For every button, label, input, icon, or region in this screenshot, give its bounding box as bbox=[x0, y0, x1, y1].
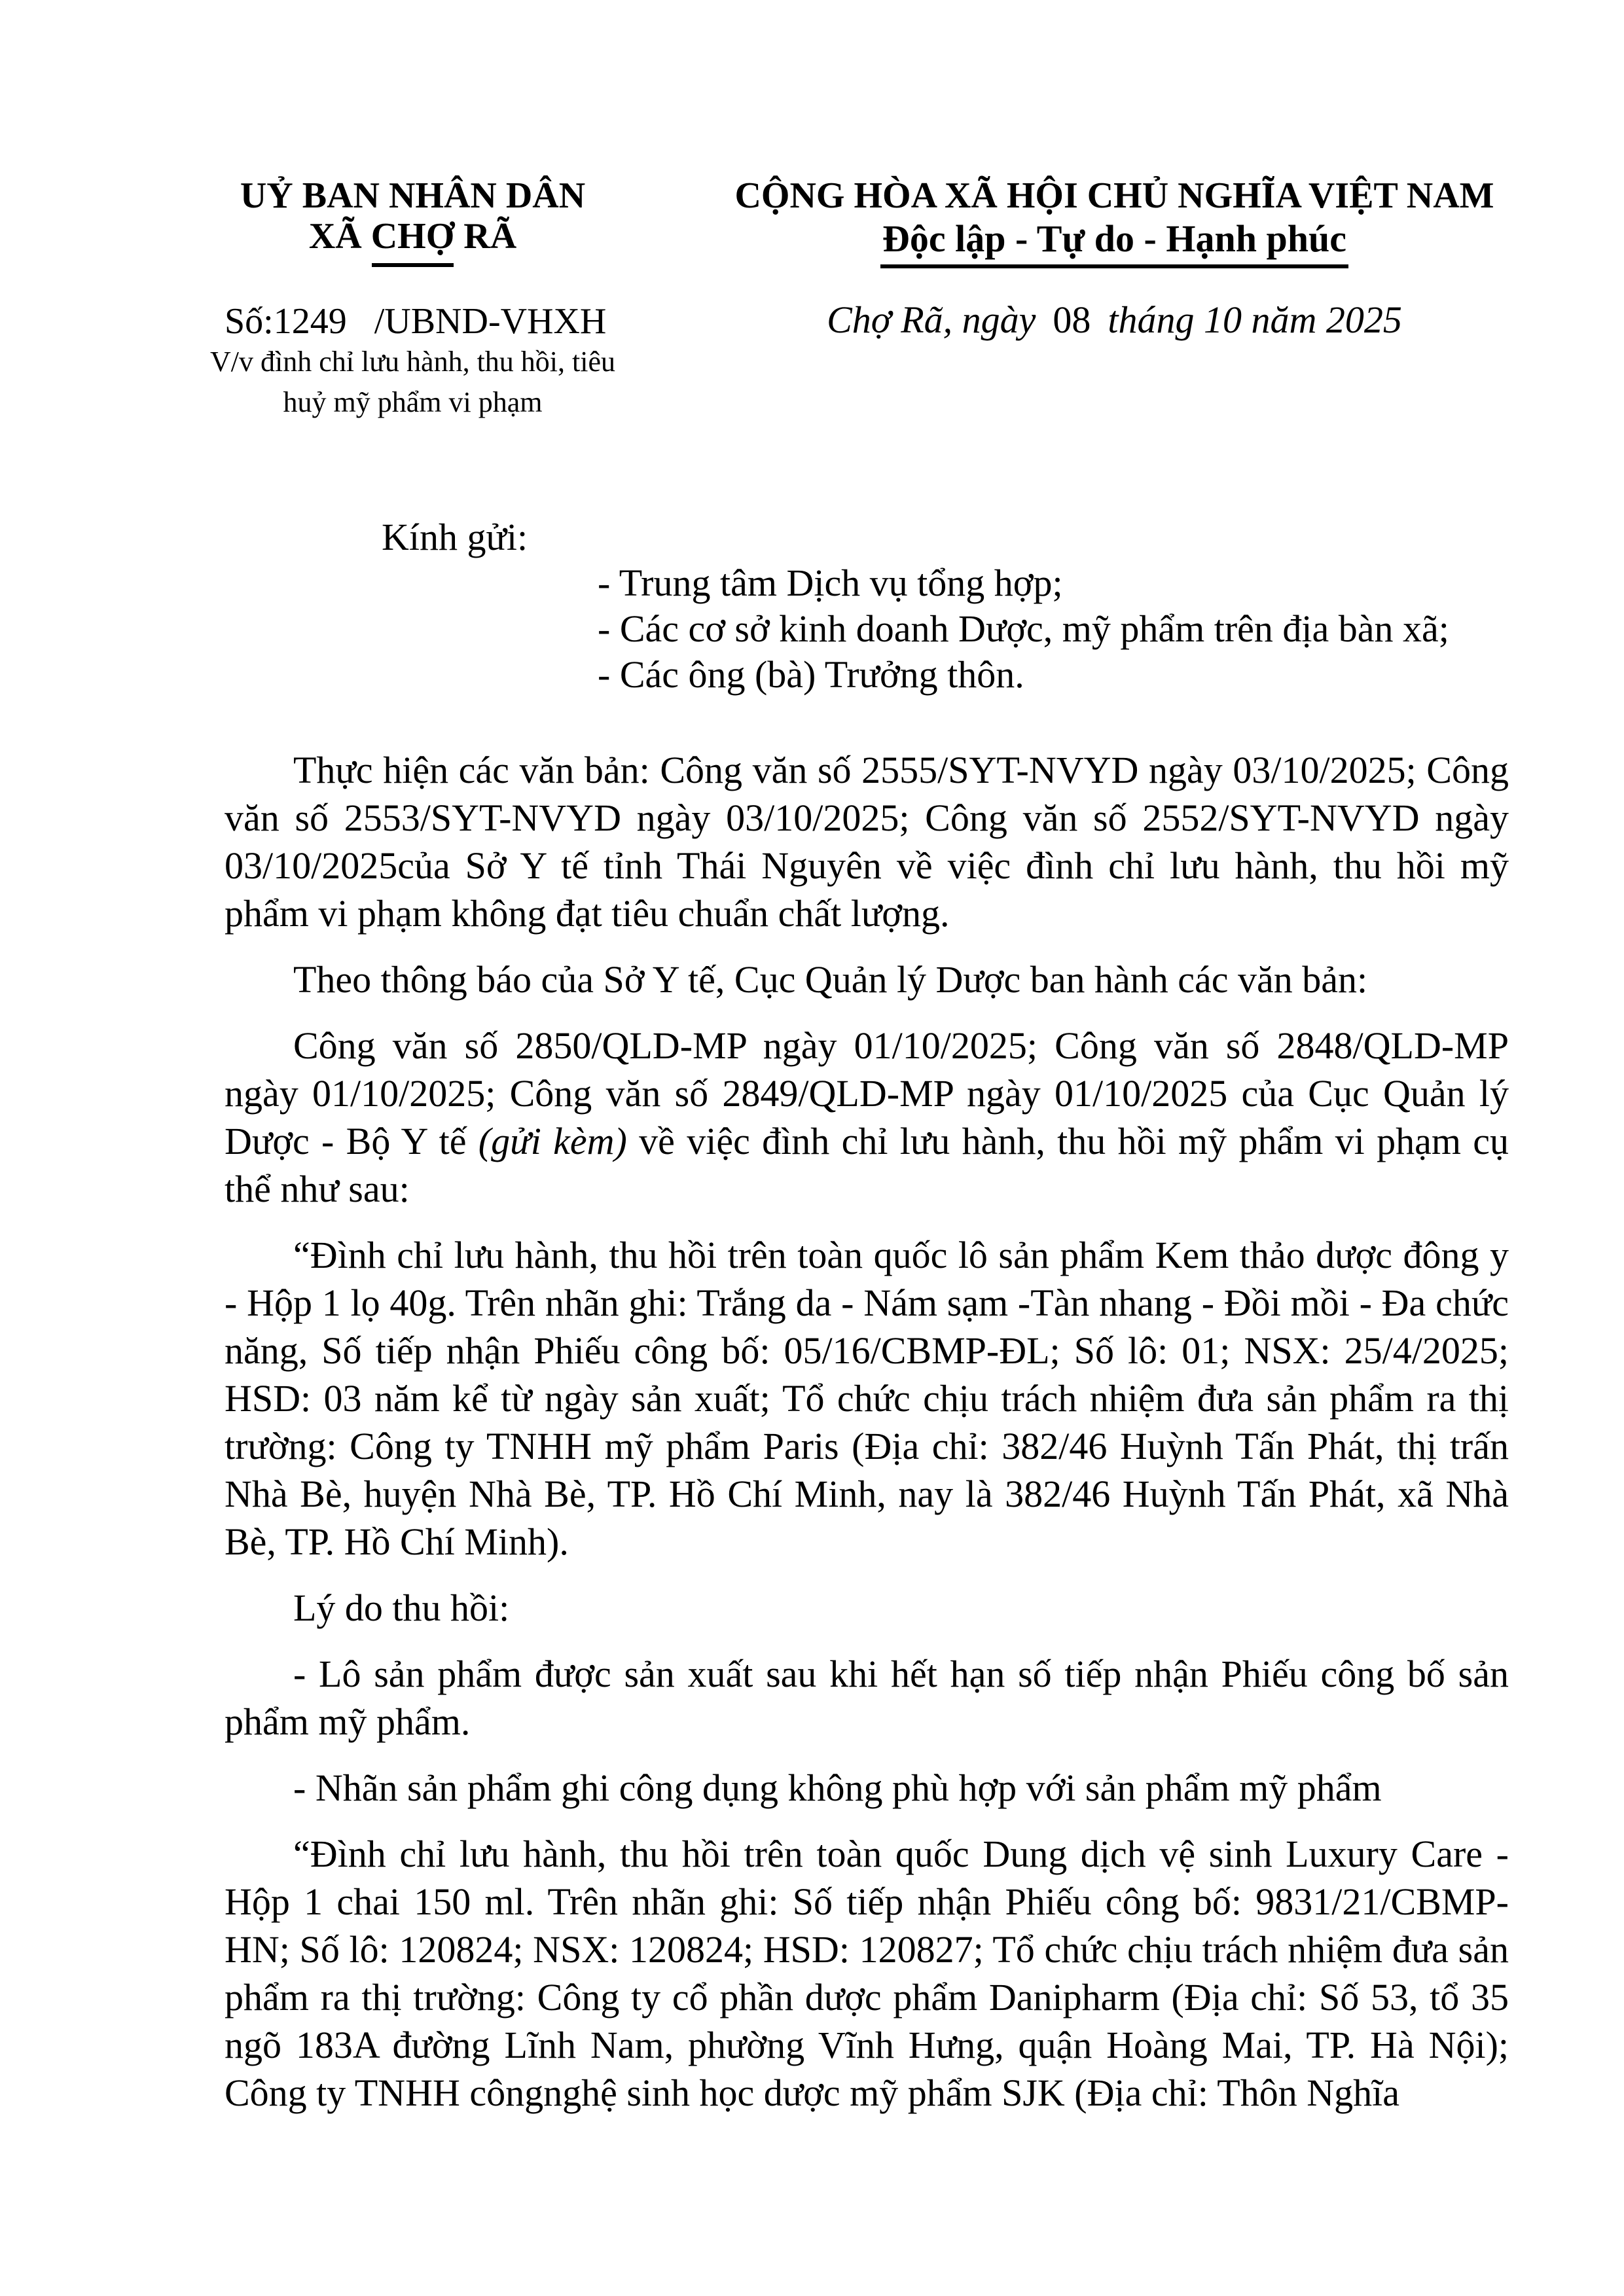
paragraph-qld-attachment-note: (gửi kèm) bbox=[478, 1120, 627, 1162]
dateline-suffix: tháng 10 năm 2025 bbox=[1108, 298, 1402, 341]
document-content bbox=[209, 175, 1509, 2135]
paragraph-qld-documents bbox=[225, 1022, 1509, 1213]
recipient-list bbox=[598, 560, 1509, 698]
paragraph-qld-before: Công văn số 2850/QLD-MP ngày 01/10/2025; Công văn số 2848/QLD-MP ngày 01/10/2025; Công văn số 2849/QLD-MP ngày 01/10/2025 của Cục Quản lý Dược - Bộ Y tế bbox=[225, 1024, 1509, 1162]
document-header bbox=[209, 175, 1509, 423]
document-body bbox=[225, 746, 1509, 2117]
issuing-org-name: UỶ BAN NHÂN DÂN bbox=[240, 175, 586, 216]
paragraph-product-kem-thao-duoc: “Đình chỉ lưu hành, thu hồi trên toàn quốc lô sản phẩm Kem thảo dược đông y - Hộp 1 lọ 40g. Trên nhãn ghi: Trắng da - Nám sạm -Tàn nhang - Đồi mồi - Đa chức năng, Số tiếp nhận Phiếu công bố: 05/16/CBMP-ĐL; Số lô: 01; NSX: 25/4/2025; HSD: 03 năm kể từ ngày sản xuất; Tổ chức chịu trách nhiệm đưa sản phẩm ra thị trường: Công ty TNHH mỹ phẩm Paris (Địa chỉ: 382/46 Huỳnh Tấn Phát, thị trấn Nhà Bè, huyện Nhà Bè, TP. Hồ Chí Minh, nay là 382/46 Huỳnh Tấn Phát, xã Nhà Bè, TP. Hồ Chí Minh). bbox=[225, 1234, 1509, 1563]
recipient-item: - Các cơ sở kinh doanh Dược, mỹ phẩm trên địa bàn xã; bbox=[598, 607, 1449, 650]
document-number: Số:1249 /UBND-VHXH bbox=[225, 301, 607, 342]
document-subject-line2: huỷ mỹ phẩm vi phạm bbox=[283, 386, 543, 418]
paragraph-notice-intro: Theo thông báo của Sở Y tế, Cục Quản lý Dược ban hành các văn bản: bbox=[293, 958, 1368, 1001]
recipient-item: - Các ông (bà) Trưởng thôn. bbox=[598, 653, 1024, 696]
issuing-org-commune: XÃ CHỢ RÃ bbox=[308, 216, 517, 257]
place-date-line bbox=[723, 298, 1506, 342]
paragraph-recall-reason-1: - Lô sản phẩm được sản xuất sau khi hết hạn số tiếp nhận Phiếu công bố sản phẩm mỹ phẩm. bbox=[225, 1653, 1509, 1743]
paragraph-qld-after: về việc đình chỉ lưu hành, thu hồi mỹ phẩm vi phạm cụ thể như sau: bbox=[225, 1120, 1509, 1210]
motto-underline bbox=[880, 264, 1348, 268]
paragraph-recall-reason-2: - Nhãn sản phẩm ghi công dụng không phù hợp với sản phẩm mỹ phẩm bbox=[293, 1767, 1382, 1809]
national-header-block bbox=[723, 175, 1506, 342]
paragraph-product-luxury-care: “Đình chỉ lưu hành, thu hồi trên toàn quốc Dung dịch vệ sinh Luxury Care - Hộp 1 chai 150 ml. Trên nhãn ghi: Số tiếp nhận Phiếu công bố: 9831/21/CBMP-HN; Số lô: 120824; NSX: 120824; HSD: 120827; Tổ chức chịu trách nhiệm đưa sản phẩm ra thị trường: Công ty cổ phần dược phẩm Danipharm (Địa chỉ: Số 53, tổ 35 ngõ 183A đường Lĩnh Nam, phường Vĩnh Hưng, quận Hoàng Mai, TP. Hà Nội); Công ty TNHH côngnghệ sinh học dược mỹ phẩm SJK (Địa chỉ: Thôn Nghĩa bbox=[225, 1833, 1509, 2114]
dateline-prefix: Chợ Rã, ngày bbox=[827, 298, 1036, 341]
national-name: CỘNG HÒA XÃ HỘI CHỦ NGHĨA VIỆT NAM bbox=[734, 175, 1494, 216]
org-underline bbox=[372, 263, 454, 267]
salutation-label: Kính gửi: bbox=[382, 516, 528, 558]
document-subject bbox=[184, 342, 642, 423]
document-subject-line1: V/v đình chỉ lưu hành, thu hồi, tiêu bbox=[209, 346, 615, 378]
salutation-block bbox=[225, 514, 1509, 698]
recipient-item: - Trung tâm Dịch vụ tổng hợp; bbox=[598, 562, 1063, 604]
issuing-org-block bbox=[209, 175, 615, 423]
paragraph-references: Thực hiện các văn bản: Công văn số 2555/SYT-NVYD ngày 03/10/2025; Công văn số 2553/SYT-NVYD ngày 03/10/2025; Công văn số 2552/SYT-NVYD ngày 03/10/2025của Sở Y tế tỉnh Thái Nguyên về việc đình chỉ lưu hành, thu hồi mỹ phẩm vi phạm không đạt tiêu chuẩn chất lượng. bbox=[225, 749, 1509, 935]
paragraph-recall-reason-label: Lý do thu hồi: bbox=[293, 1587, 510, 1629]
national-motto: Độc lập - Tự do - Hạnh phúc bbox=[882, 217, 1346, 260]
dateline-day: 08 bbox=[1053, 298, 1091, 341]
